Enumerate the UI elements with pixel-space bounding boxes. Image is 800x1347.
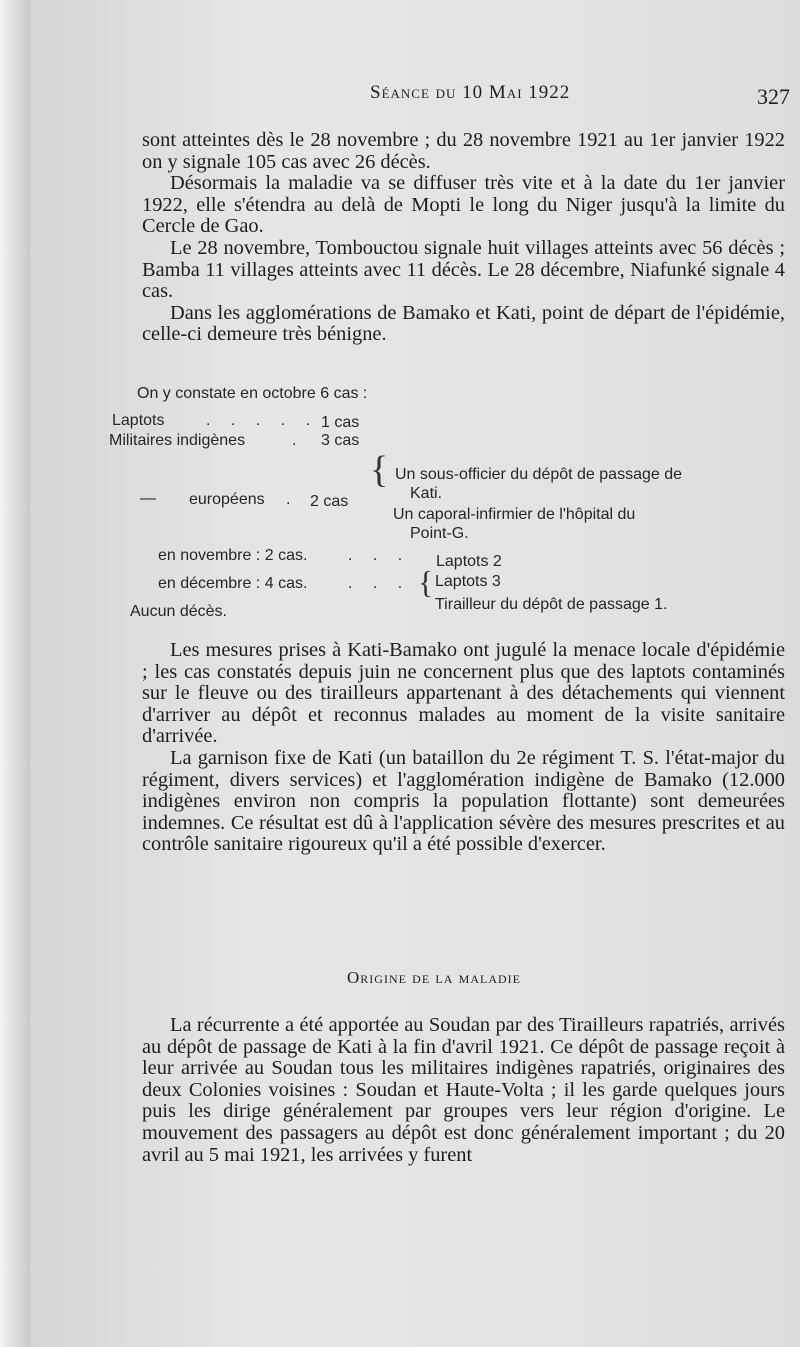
brace-decembre: { — [418, 564, 434, 600]
europeens-detail-2b: Point-G. — [410, 525, 469, 542]
europeens-dots: . — [286, 491, 291, 508]
section-title: Origine de la maladie — [347, 968, 522, 987]
paragraph-7: La récurrente a été apportée au Soudan par des Tirailleurs rapatriés, arrivés au dépôt de passage de Kati à la fin d'avril 1921. Ce dépôt de passage reçoit à leur arrivée au Soudan tous les militaires indigènes rapatriés, originaires des deux Colonies voisines : Soudan et Haute-Volta ; il les garde quelques jours puis les dirige généralement par groupes vers leur région d'origine. Le mouvement des passagers au dépôt est donc généralement important ; du 20 avril au 5 mai 1921, les arrivées y furent — [142, 1014, 785, 1166]
militaires-label: Militaires indigènes — [109, 432, 246, 449]
militaires-value: 3 cas — [321, 432, 360, 449]
novembre-dots: . . . — [348, 547, 411, 564]
paragraph-1: sont atteintes dès le 28 novembre ; du 28 novembre 1921 au 1er janvier 1922 on y signale 105 cas avec 26 décès. — [142, 129, 785, 173]
paragraph-2: Désormais la maladie va se diffuser très vite et à la date du 1er janvier 1922, elle s'étendra au delà de Mopti le long du Niger jusqu'à la limite du Cercle de Gao. — [142, 172, 785, 238]
laptots-value: 1 cas — [321, 414, 360, 431]
novembre-label: en novembre : 2 cas. — [158, 547, 308, 564]
paragraph-6: La garnison fixe de Kati (un bataillon du 2e régiment T. S. l'état-major du régiment, divers services) et l'agglomération indigène de Bamako (12.000 indigènes environ non compris la population flottante) sont demeurées indemnes. Ce résultat est dû à l'application sévère des mesures prescrites et au contrôle sanitaire rigoureux qu'il a été possible d'exercer. — [142, 746, 785, 856]
running-header: Séance du 10 Mai 1922 — [370, 82, 571, 103]
europeens-detail-1b: Kati. — [410, 485, 443, 502]
brace-europeens: { — [370, 449, 389, 491]
europeens-value: 2 cas — [310, 493, 349, 510]
cases-intro: On y constate en octobre 6 cas : — [137, 385, 368, 402]
laptots-label: Laptots — [112, 412, 165, 429]
decembre-label: en décembre : 4 cas. — [158, 575, 308, 592]
paragraph-block-2 — [142, 640, 785, 856]
europeens-detail-2a: Un caporal-infirmier de l'hôpital du — [393, 506, 636, 523]
decembre-detail-1: Laptots 3 — [435, 573, 501, 590]
decembre-dots: . . . — [348, 575, 411, 592]
decembre-detail-2: Tirailleur du dépôt de passage 1. — [435, 596, 668, 613]
paragraph-block-3 — [142, 1015, 785, 1166]
dash-mark: — — [140, 490, 156, 507]
novembre-detail: Laptots 2 — [436, 553, 502, 570]
paragraph-5: Les mesures prises à Kati-Bamako ont jugulé la menace locale d'épidémie ; les cas constatés depuis juin ne concernent plus que des laptots contaminés sur le fleuve ou des tirailleurs appartenant à des détachements qui viennent d'arriver au dépôt et reconnus malades au moment de la visite sanitaire d'arrivée. — [142, 639, 785, 748]
page-gutter-shadow — [0, 0, 30, 1347]
aucun-deces: Aucun décès. — [130, 603, 227, 620]
paragraph-block-1 — [142, 130, 785, 346]
paragraph-3: Le 28 novembre, Tombouctou signale huit villages atteints avec 56 décès ; Bamba 11 villages atteints avec 11 décès. Le 28 décembre, Niafunké signale 4 cas. — [142, 236, 785, 303]
laptots-dots: . . . . . — [206, 412, 319, 429]
page-number: 327 — [757, 84, 790, 109]
europeens-detail-1a: Un sous-officier du dépôt de passage de — [395, 466, 683, 483]
militaires-dots: . — [292, 432, 297, 449]
document-page — [30, 0, 800, 1347]
paragraph-4: Dans les agglomérations de Bamako et Kati, point de départ de l'épidémie, celle-ci demeure très bénigne. — [142, 301, 785, 346]
europeens-label: européens — [189, 491, 265, 508]
